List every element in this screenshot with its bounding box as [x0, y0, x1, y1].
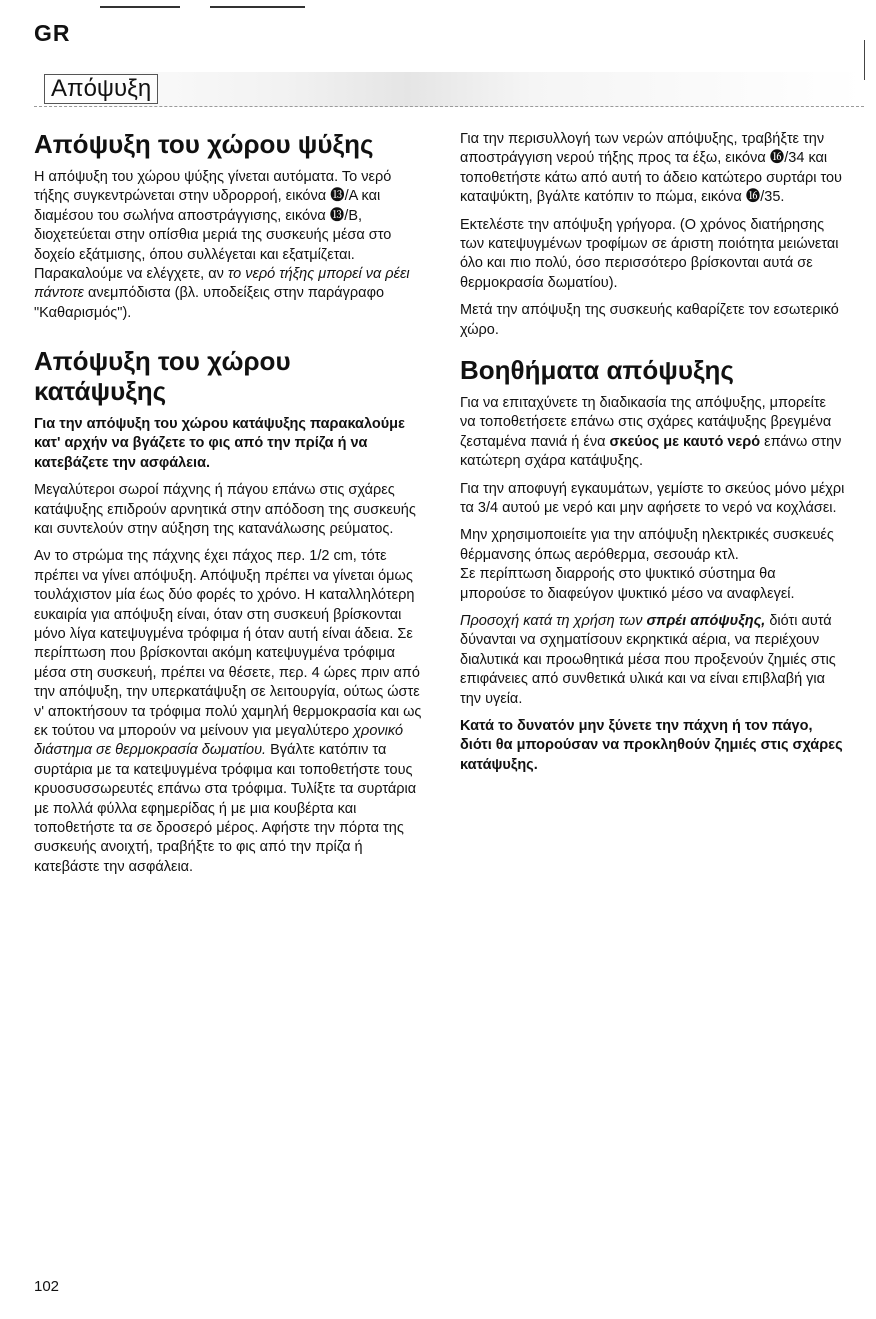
heading-defrost-aids: Βοηθήματα απόψυξης [460, 355, 734, 386]
heading-freezer-defrost: Απόψυξη του χώρου κατάψυξης [34, 346, 291, 407]
text: διότι αυτά δύνανται να σχηματίσουν εκρηκτικά αέρια, να περιέχουν διαλυτικά και προωθητικά μέσα που προξενούν ζημιές στις επιφάνειες από συνθετικά υλικά και να είναι επιβλαβή για την υγεία. [460, 613, 836, 707]
paragraph-aids [460, 394, 845, 472]
paragraph-spray [460, 612, 845, 709]
warning-bold-scrape: Κατά το δυνατόν μην ξύνετε την πάχνη ή τον πάγο, διότι θα μπορούσαν να προκληθούν ζημιές στις σχάρες κατάψυξης. [460, 718, 843, 773]
right-column [460, 130, 845, 783]
bold-text: σκεύος με καυτό νερό [609, 433, 761, 450]
italic-text: Προσοχή κατά τη χρήση των [460, 613, 643, 630]
top-rule-2 [210, 6, 305, 8]
text: Για να επιταχύνετε τη διαδικασία της απόψυξης, μπορείτε να τοποθετήσετε επάνω στις σχάρες κατάψυξης βρεγμένα ζεσταμένα πανιά ή ένα [460, 394, 832, 450]
text: ανεμπόδιστα (βλ. υποδείξεις στην παράγραφο "Καθαρισμός"). [34, 285, 385, 321]
paragraph-speed: Εκτελέστε την απόψυξη γρήγορα. (Ο χρόνος διατήρησης των κατεψυγμένων τροφίμων σε άριστη ποιότητα μειώνεται όλο και πιο πολύ, όσο περισσότερο βρίσκονται αυτά σε θερμοκρασία δωματίου). [460, 216, 839, 291]
paragraph-cleaning: Μετά την απόψυξη της συσκευής καθαρίζετε τον εσωτερικό χώρο. [460, 302, 839, 338]
text: επάνω στην κατώτερη σχάρα κατάψυξης. [460, 433, 842, 470]
section-title: Απόψυξη [44, 74, 158, 104]
heading-cooling-defrost: Απόψυξη του χώρου ψύξης [34, 129, 374, 159]
margin-rule [864, 40, 865, 80]
paragraph-burns: Για την αποφυγή εγκαυμάτων, γεμίστε το σκεύος μόνο μέχρι τα 3/4 αυτού με νερό και μην αφήσετε το νερό να κοχλάσει. [460, 480, 845, 516]
paragraph-frost: Μεγαλύτεροι σωροί πάχνης ή πάγου επάνω στις σχάρες κατάψυξης επιδρούν αρνητικά στην απόδοση της συσκευής και συντελούν στην αύξηση της κατανάλωσης ρεύματος. [34, 482, 416, 537]
warning-bold: Για την απόψυξη του χώρου κατάψυξης παρακαλούμε κατ' αρχήν να βγάζετε το φις από την πρίζα ή να κατεβάζετε την ασφάλεια. [34, 415, 405, 471]
text: Αν το στρώμα της πάχνης έχει πάχος περ. 1/2 cm, τότε πρέπει να γίνει απόψυξη. Απόψυξη πρέπει να γίνεται όμως τουλάχιστον μία έως δύο φορές το χρόνο. Η καταλληλότερη ευκαιρία για απόψυξη είναι, όταν στη συσκευή βρίσκονται μόνο λίγα κατεψυγμένα τρόφιμα ή όταν αυτή είναι άδεια. Σε περίπτωση που βρίσκονται ακόμη κατεψυγμένα τρόφιμα μέσα στη συσκευή, πρέπει να θέσετε, περ. 4 ώρες πριν από την απόψυξη, την υπερκατάψυξη σε λειτουργία, ούτως ώστε ν' αποκτήσουν τα τρόφιμα πολύ χαμηλή θερμοκρασία και ως εκ τούτου να μπορούν να μείνουν για μεγαλύτερο [34, 548, 422, 740]
italic-text: το νερό τήξης μπορεί να ρέει πάντοτε [34, 265, 410, 302]
text: Η απόψυξη του χώρου ψύξης γίνεται αυτόματα. Το νερό τήξης συγκεντρώνεται στην υδρορροή, εικόνα ⓭/A και διαμέσου του σωλήνα αποστράγγισης, εικόνα ⓭/B, διοχετεύεται στην οπίσθια μεριά της συσκευής μέσα στο δοχείο εξάτμισης, όπου συλλέγεται και εξατμίζεται. Παρακαλούμε να ελέγχετε, αν [34, 168, 392, 282]
text: Βγάλτε κατόπιν τα συρτάρια με τα κατεψυγμένα τρόφιμα και τοποθετήστε τους κρυοσυσσωρευτές επάνω στα τρόφιμα. Τυλίξτε τα συρτάρια με πολλά φύλλα εφημερίδας ή με μια κουβέρτα και τοποθετήστε τα σε δροσερό μέρος. Αφήστε την πόρτα της συσκευής ανοιχτή, τραβήξτε το φις από την πρίζα ή κατεβάστε την ασφάλεια. [34, 742, 417, 875]
paragraph-procedure [34, 547, 424, 877]
paragraph-heaters: Μην χρησιμοποιείτε για την απόψυξη ηλεκτρικές συσκευές θέρμανσης όπως αερόθερμα, σεσουάρ κτλ. Σε περίπτωση διαρροής στο ψυκτικό σύστημα θα μπορούσε το διαφεύγον ψυκτικό μέσο να αναφλεγεί. [460, 527, 834, 602]
paragraph-water-collection: Για την περισυλλογή των νερών απόψυξης, τραβήξτε την αποστράγγιση νερού τήξης προς τα έξω, εικόνα ⓰/34 και τοποθετήστε κάτω από αυτή το άδειο κατώτερο συρτάρι του καταψύκτη, βγάλτε κατόπιν το πώμα, εικόνα ⓰/35. [460, 131, 842, 206]
left-column [34, 130, 424, 885]
page-number: 102 [34, 1278, 60, 1295]
paragraph-cooling [34, 168, 424, 323]
italic-text: χρονικό διάστημα σε θερμοκρασία δωματίου. [34, 723, 404, 759]
top-rule-1 [100, 6, 180, 8]
language-code: GR [34, 20, 71, 46]
bold-italic-text: σπρέι απόψυξης, [646, 613, 766, 630]
section-banner [34, 72, 864, 107]
